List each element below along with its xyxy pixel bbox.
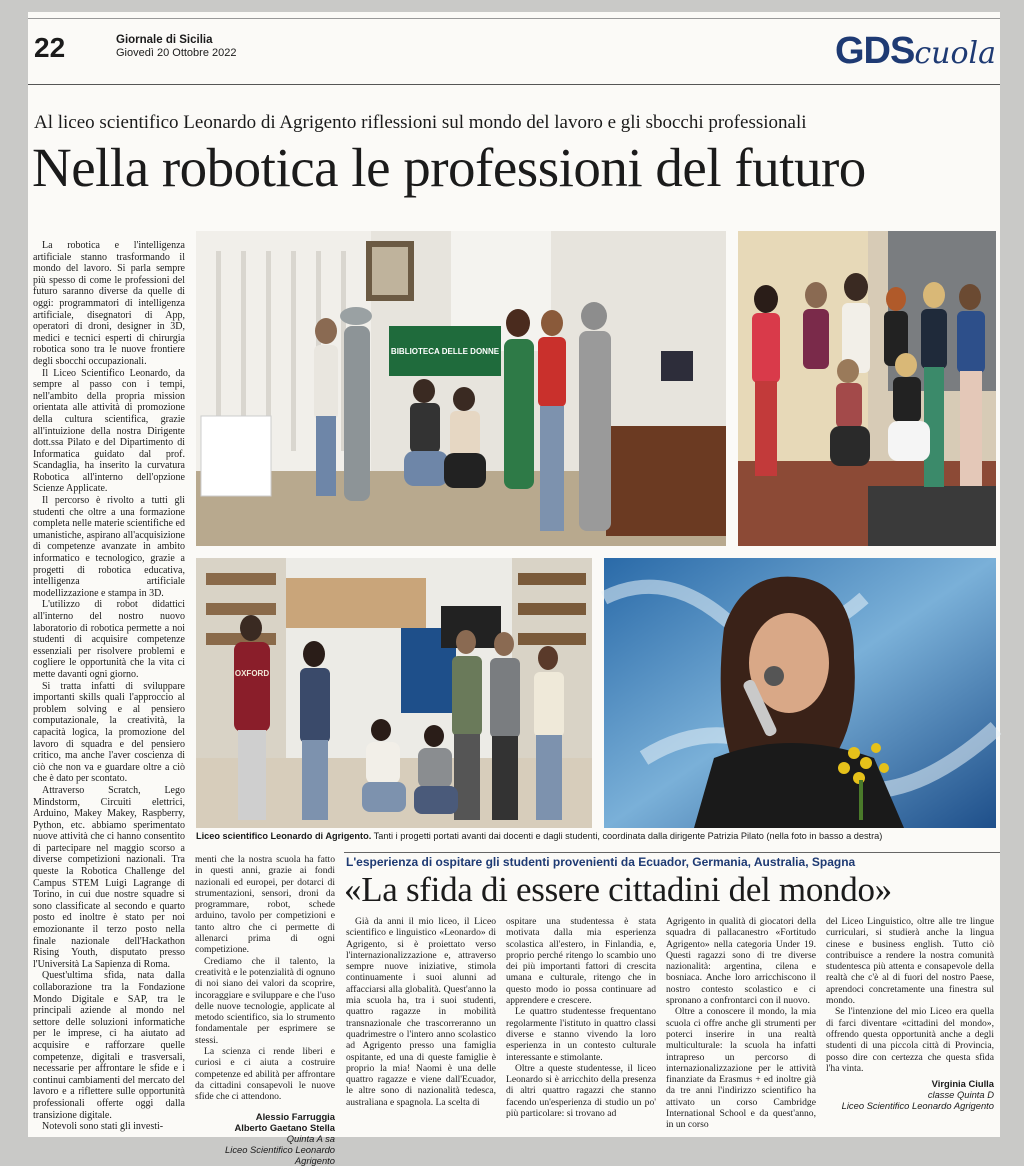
paragraph: Attraverso Scratch, Lego Mindstorm, Circuiti elettrici, Arduino, Makey Makey, Raspberry, Python, etc. abbiamo sperimentato nuove attività che ci hanno consentito di partecipare nel maggio scorso a diverse competizioni nazionali. Tra queste la Robotica Challenge del Campus STEM Luigi Lagrange di Torino, in cui due nostre squadre si sono classificate al secondo e quarto posto ed inoltre è stato per noi emozionante il terzo posto nella finale nazionale dell'Hackathon Rising Youth, disputato presso l'Università La Sapienza di Roma. (33, 784, 185, 970)
paragraph: Se l'intenzione del mio Liceo era quella di farci diventare «cittadini del mondo», offrendo questa opportunità anche a degli studenti di una piccola città di Provincia, posso dire con certezza che questa sfida l'ha vinta. (826, 1006, 994, 1074)
paragraph: Oltre a conoscere il mondo, la mia scuola ci offre anche gli strumenti per poterci inserire in una realtà multiculturale: la scuola ha infatti intrapreso un percorso di internazionalizzazione per le attività finanziate da Erasmus + ed inoltre già da tre anni l'indirizzo scientifico ha attivato un corso Cambridge International School e da quest'anno, in un corso (666, 1006, 816, 1131)
paragraph: Notevoli sono stati gli investi- (42, 1121, 164, 1133)
article2-column-3 (666, 916, 816, 1136)
author-school: Liceo Scientifico Leonardo Agrigento (841, 1100, 994, 1112)
paragraph: Le quattro studentesse frequentano regolarmente l'istituto in quattro classi diverse e stanno vivendo la loro esperienza in un contesto culturale interessante e stimolante. (506, 1006, 656, 1063)
paragraph: Il Liceo Scientifico Leonardo, da sempre al passo con i tempi, nell'ambito della propria mission orientata alle attività di promozione della cultura scientifica, grazie all'intuizione della nostra Dirigente dott.ssa Pilato e del Dipartimento di Informatica guidato dal prof. Scandaglia, ha inserito la curvatura Robotica all'interno dell'opzione Scienze Applicate. (33, 367, 185, 495)
gds-scuola-logo (835, 30, 996, 73)
article-kicker: Al liceo scientifico Leonardo di Agrigento riflessioni sul mondo del lavoro e gli sbocchi professionali (34, 112, 807, 133)
article-column-2 (195, 854, 335, 1166)
paragraph: Il percorso è rivolto a tutti gli studenti che oltre a una formazione completa nelle materie scientifiche ed umanistiche, aspirano all'acquisizione di competenze avanzate in ambito informatico e tecnologico, grazie a progetti di robotica educativa, intelligenza artificiale modellizzazione e stampa in 3D. (33, 495, 185, 599)
author-name: Alberto Gaetano Stella (234, 1121, 335, 1133)
photo-caption (196, 831, 996, 841)
paragraph: Quest'ultima sfida, nata dalla collaborazione tra la Fondazione Mondo Digitale e SAP, tra le principali aziende al mondo nel settore delle soluzioni informatiche per le imprese, ci ha aiutato ad acquisire e rafforzare quelle competenze, digitali e trasversali, necessarie per affrontare le sfide e i continui cambiamenti del mercato del lavoro e a riflettere sulle opportunità professionali offerte oggi dalla transizione digitale. (33, 970, 185, 1121)
paragraph: Crediamo che il talento, la creatività e le potenzialità di ognuno di noi siano dei valori da scoprire, incoraggiare e sviluppare e che l'uso delle nuove tecnologie, applicate al metodo scientifico, sia lo strumento fondamentale per esprimere se stessi. (195, 955, 335, 1046)
banner-text: BIBLIOTECA DELLE DONNE (390, 347, 500, 356)
logo-main: GDS (835, 30, 915, 72)
newspaper-masthead (116, 34, 236, 60)
students-banner-photo (196, 558, 592, 828)
article2-column-4 (826, 916, 994, 1136)
speaker-photo (604, 558, 996, 828)
top-rule (28, 18, 1000, 19)
second-article-kicker: L'esperienza di ospitare gli studenti provenienti da Ecuador, Germania, Australia, Spagna (346, 855, 856, 869)
author-class: Quinta A sa (286, 1132, 335, 1144)
paragraph: La scienza ci rende liberi e curiosi e ci aiuta a costruire competenze ed abilità per affrontare da cittadini consapevoli le nuove sfide che ci attendono. (195, 1046, 335, 1103)
section-rule (344, 852, 1000, 853)
header-rule (28, 84, 1000, 85)
paragraph: L'utilizzo di robot didattici all'interno del nostro nuovo laboratorio di robotica permette a noi studenti di acquisire competenze essenziali per risolvere problemi e cogliere le opportunità che la vita ci mette davanti ogni giorno. (33, 599, 185, 680)
second-article-headline: «La sfida di essere cittadini del mondo» (344, 870, 892, 909)
sweater-text: OXFORD (234, 669, 270, 678)
women-group-photo (738, 231, 996, 546)
paragraph: Oltre a queste studentesse, il liceo Leonardo si è arricchito della presenza di altri quattro ragazzi che stanno facendo un'esperienza di studio un po' più particolare: si trovano ad (506, 1062, 656, 1120)
paragraph: Si tratta infatti di sviluppare importanti skills quali l'approccio al problem solving e al pensiero computazionale, la creatività, la capacità logica, la promozione del lavoro di squadra e del pensiero critico, ma anche l'aver coscienza di ciò che non va e guardare oltre a ciò che è dato per scontato. (33, 680, 185, 785)
article-headline: Nella robotica le professioni del futuro (32, 137, 866, 198)
newspaper-page (28, 12, 1000, 1166)
author-class: classe Quinta D (927, 1089, 994, 1101)
author-name: Virginia Ciulla (931, 1078, 994, 1090)
caption-text: Tanti i progetti portati avanti dai docenti e dagli studenti, coordinata dalla dirigente Patrizia Pilato (nella foto in basso a destra) (373, 831, 883, 841)
author-name: Alessio Farruggia (255, 1110, 335, 1122)
article-column-1 (33, 240, 185, 1135)
paragraph: Agrigento in qualità di giocatori della squadra di pallacanestro «Fortitudo Agrigento» nella categoria Under 19. Questi ragazzi sono di tre diverse nazionalità: argentina, cilena e bosniaca. Anche loro arricchiscono il nostro contesto scolastico e ci spronano a confrontarci con il nuovo. (666, 916, 816, 1007)
newspaper-name: Giornale di Sicilia (116, 34, 213, 46)
article2-column-2 (506, 916, 656, 1136)
paragraph: del Liceo Linguistico, oltre alle tre lingue curriculari, si studierà anche la lingua cinese e business english. Tutto ciò contribuisce a rendere la nostra comunità studentesca più attenta e consapevole della realtà che c'è al di fuori del nostro Paese, aprendoci concretamente una finestra sul mondo. (826, 916, 994, 1007)
paragraph: La robotica e l'intelligenza artificiale stanno trasformando il mondo del lavoro. Si parla sempre più spesso di come le professioni del futuro saranno diverse da quelle di oggi: programmatori di intelligenza artificiale, disegnatori di App, operatori di droni, designer in 3D, medici e tecnici esperti di chirurgia robotica sono tra le nuove frontiere degli sbocchi occupazionali. (33, 240, 185, 367)
paragraph: ospitare una studentessa è stata motivata dalla mia esperienza scolastica all'estero, in Finlandia, e, proprio perché ritengo lo scambio uno dei più importanti fattori di crescita umana e culturale, ritengo che in questo modo io possa continuare ad apprendere e crescere. (506, 916, 656, 1007)
library-group-photo (196, 231, 726, 546)
page-number: 22 (34, 32, 66, 63)
paragraph: menti che la nostra scuola ha fatto in questi anni, grazie ai fondi nazionali ed europei, per dotarci di strumentazioni, sensori, droni da programmare, robot, schede arduino, tavolo per competizioni e tanto altro che ci permette di allenarci prima di ogni competizione. (195, 854, 335, 956)
article2-column-1 (346, 916, 496, 1136)
author-school: Liceo Scientifico Leonardo Agrigento (225, 1143, 335, 1166)
paragraph: Già da anni il mio liceo, il Liceo scientifico e linguistico «Leonardo» di Agrigento, si è proiettato verso l'internazionalizzazione e, attraverso sempre nuove iniziative, stimola continuamente i suoi alunni ad affacciarsi alla globalità. Quest'anno la mia scuola ha, tra i suoi studenti, quattro ragazze in mobilità transnazionale che trascorreranno un quadrimestre o l'intero anno scolastico ad Agrigento presso una famiglia ospitante, ed una di queste famiglie è proprio la mia! Naomi è una delle quattro ragazze e viene dall'Ecuador, le altre sono di nazionalità tedesca, australiana e spagnola. La scelta di (346, 916, 496, 1108)
logo-script: cuola (914, 36, 997, 71)
article1-signature (195, 1111, 335, 1166)
article2-signature (826, 1078, 994, 1111)
issue-date: Giovedì 20 Ottobre 2022 (116, 47, 237, 59)
caption-bold: Liceo scientifico Leonardo di Agrigento. (196, 831, 372, 841)
